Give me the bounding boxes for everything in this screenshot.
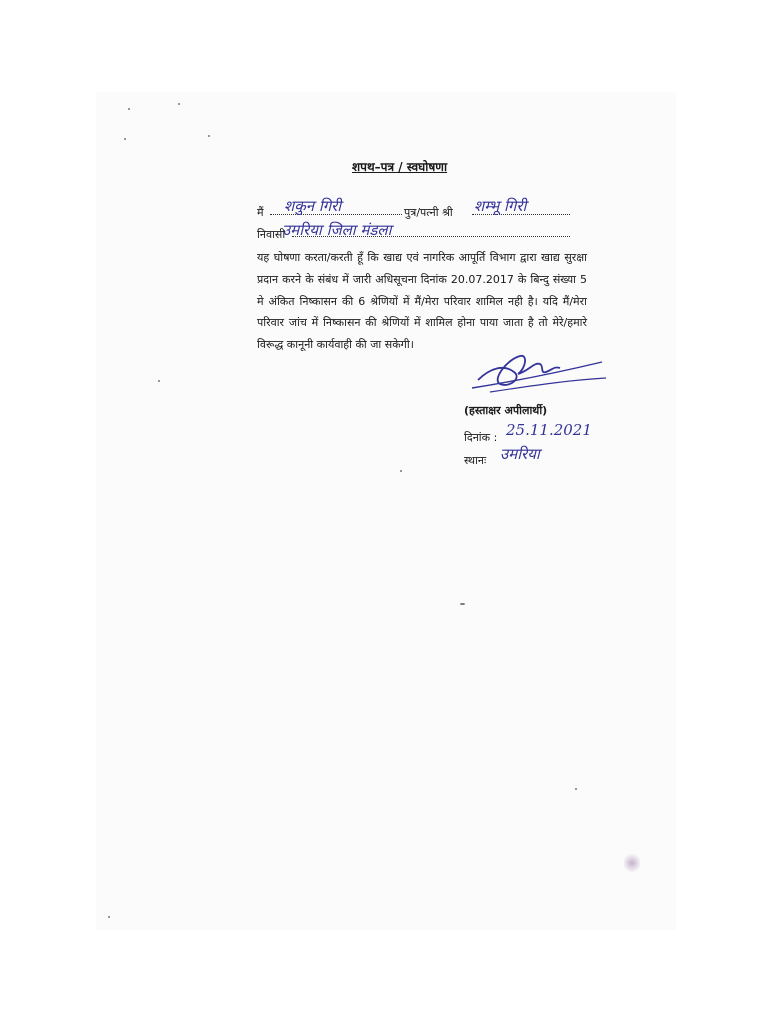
date-handwritten: 25.11.2021 xyxy=(506,421,592,439)
place-handwritten: उमरिया xyxy=(500,445,540,463)
place-label: स्थानः xyxy=(464,454,487,467)
scan-speck xyxy=(208,135,210,137)
document-sheet xyxy=(96,92,676,930)
scan-speck xyxy=(158,380,160,382)
residence-handwritten: उमरिया जिला मंडला xyxy=(282,221,392,239)
declaration-body: यह घोषणा करता/करती हूँ कि खाद्य एवं नागरिक आपूर्ति विभाग द्वारा खाद्य सुरक्षा प्रदान करने के संबंध में जारी अधिसूचना दिनांक 20.07.2017 के बिन्दु संख्या 5 मे अंकित निष्कासन की 6 श्रेणियों में मैं/मेरा परिवार शामिल नही है। यदि मैं/मेरा परिवार जांच में निष्कासन की श्रेणियों में शामिल होना पाया जाता है तो मेरे/हमारे विरूद्ध कानूनी कार्यवाही की जा सकेगी। xyxy=(257,251,587,352)
scan-speck xyxy=(400,470,402,472)
signature-label: (हस्ताक्षर अपीलार्थी) xyxy=(464,404,548,417)
scan-speck xyxy=(108,916,110,918)
scan-speck xyxy=(178,103,180,105)
main-label: मैं xyxy=(257,206,264,219)
residence-label: निवासी xyxy=(257,228,286,241)
ink-smudge xyxy=(624,852,640,874)
relation-label: पुत्र/पत्नी श्री xyxy=(404,206,453,219)
scan-speck xyxy=(575,788,577,790)
handwritten-signature xyxy=(470,348,610,394)
scan-speck xyxy=(128,108,130,110)
spouse-handwritten: शम्भू गिरी xyxy=(474,197,527,215)
date-label: दिनांक : xyxy=(464,431,498,444)
document-title: शपथ–पत्र / स्वघोषणा xyxy=(352,160,448,174)
name-handwritten: शकुन गिरी xyxy=(284,197,342,215)
scan-speck xyxy=(460,603,465,605)
scan-speck xyxy=(124,138,126,140)
